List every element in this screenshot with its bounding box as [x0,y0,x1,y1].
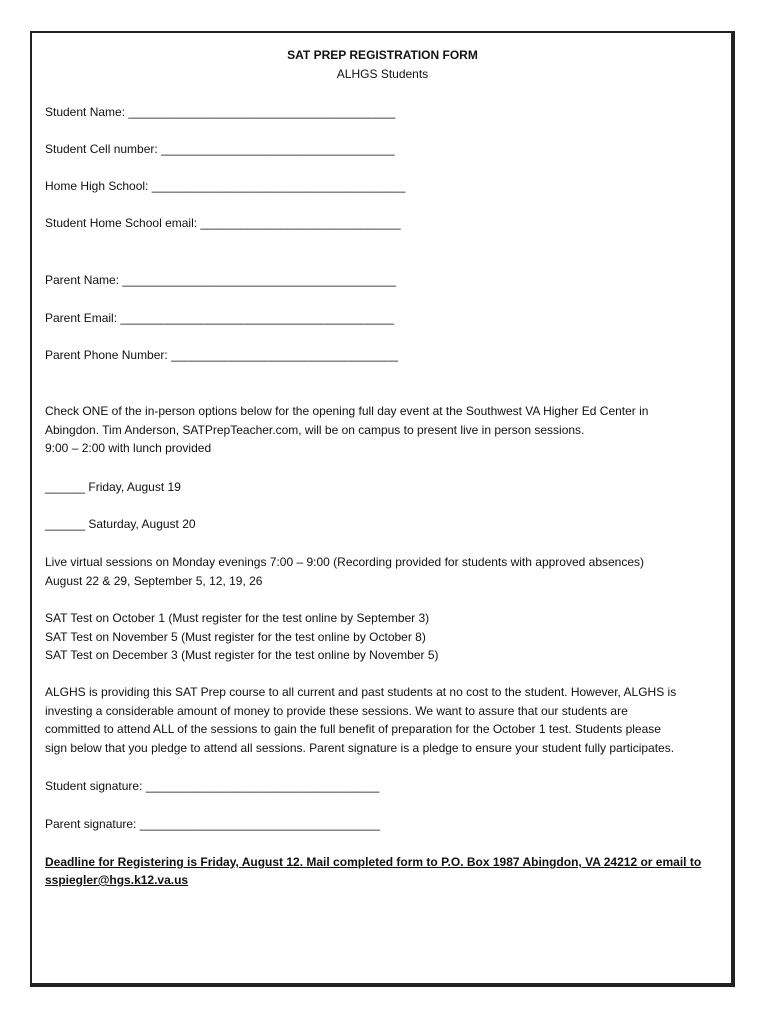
parent-name-field: Parent Name: _________________________________________ [45,273,396,287]
page-border [30,31,735,987]
event-line: 9:00 – 2:00 with lunch provided [45,441,212,455]
virtual-line: Live virtual sessions on Monday evenings 7:00 – 9:00 (Recording provided for students with approved absences) [45,555,645,569]
event-line: Check ONE of the in-person options below for the opening full day event at the Southwest VA Higher Ed Center in [45,404,649,418]
deadline-line: Deadline for Registering is Friday, August 12. Mail completed form to P.O. Box 1987 Abingdon, VA 24212 or email to [45,855,702,869]
pledge-paragraph [45,683,730,757]
pledge-line: ALGHS is providing this SAT Prep course to all current and past students at no cost to the student. However, ALGHS is [45,685,677,699]
sat-test-dates [45,609,730,665]
student-signature-field: Student signature: ___________________________________ [45,779,380,793]
virtual-line: August 22 & 29, September 5, 12, 19, 26 [45,573,263,588]
test-december: SAT Test on December 3 (Must register for the test online by November 5) [45,648,439,662]
student-name-field: Student Name: ________________________________________ [45,105,396,119]
home-high-school-field: Home High School: ______________________________________ [45,179,406,193]
student-cell-field: Student Cell number: ___________________________________ [45,142,395,156]
test-october: SAT Test on October 1 (Must register for the test online by September 3) [45,611,430,625]
option-friday: ______ Friday, August 19 [45,480,181,494]
option-saturday: ______ Saturday, August 20 [45,517,196,531]
pledge-line: sign below that you pledge to attend all sessions. Parent signature is a pledge to ensure your student fully participates. [45,740,675,755]
parent-phone-field: Parent Phone Number: __________________________________ [45,348,398,362]
pledge-line: committed to attend ALL of the sessions to gain the full benefit of preparation for the October 1 test. Students please [45,722,661,736]
deadline-notice [45,853,730,889]
test-november: SAT Test on November 5 (Must register for the test online by October 8) [45,629,426,644]
event-description [45,402,730,458]
parent-signature-field: Parent signature: ____________________________________ [45,817,380,831]
form-subtitle: ALHGS Students [336,67,429,81]
pledge-line: investing a considerable amount of money to provide these sessions. We want to assure that our students are [45,703,628,718]
parent-email-field: Parent Email: _________________________________________ [45,311,394,325]
deadline-email: sspiegler@hgs.k12.va.us [45,873,189,887]
form-title: SAT PREP REGISTRATION FORM [287,48,478,62]
event-line: Abingdon. Tim Anderson, SATPrepTeacher.com, will be on campus to present live in person sessions. [45,422,585,437]
virtual-sessions [45,553,730,590]
student-email-field: Student Home School email: ______________________________ [45,216,401,230]
